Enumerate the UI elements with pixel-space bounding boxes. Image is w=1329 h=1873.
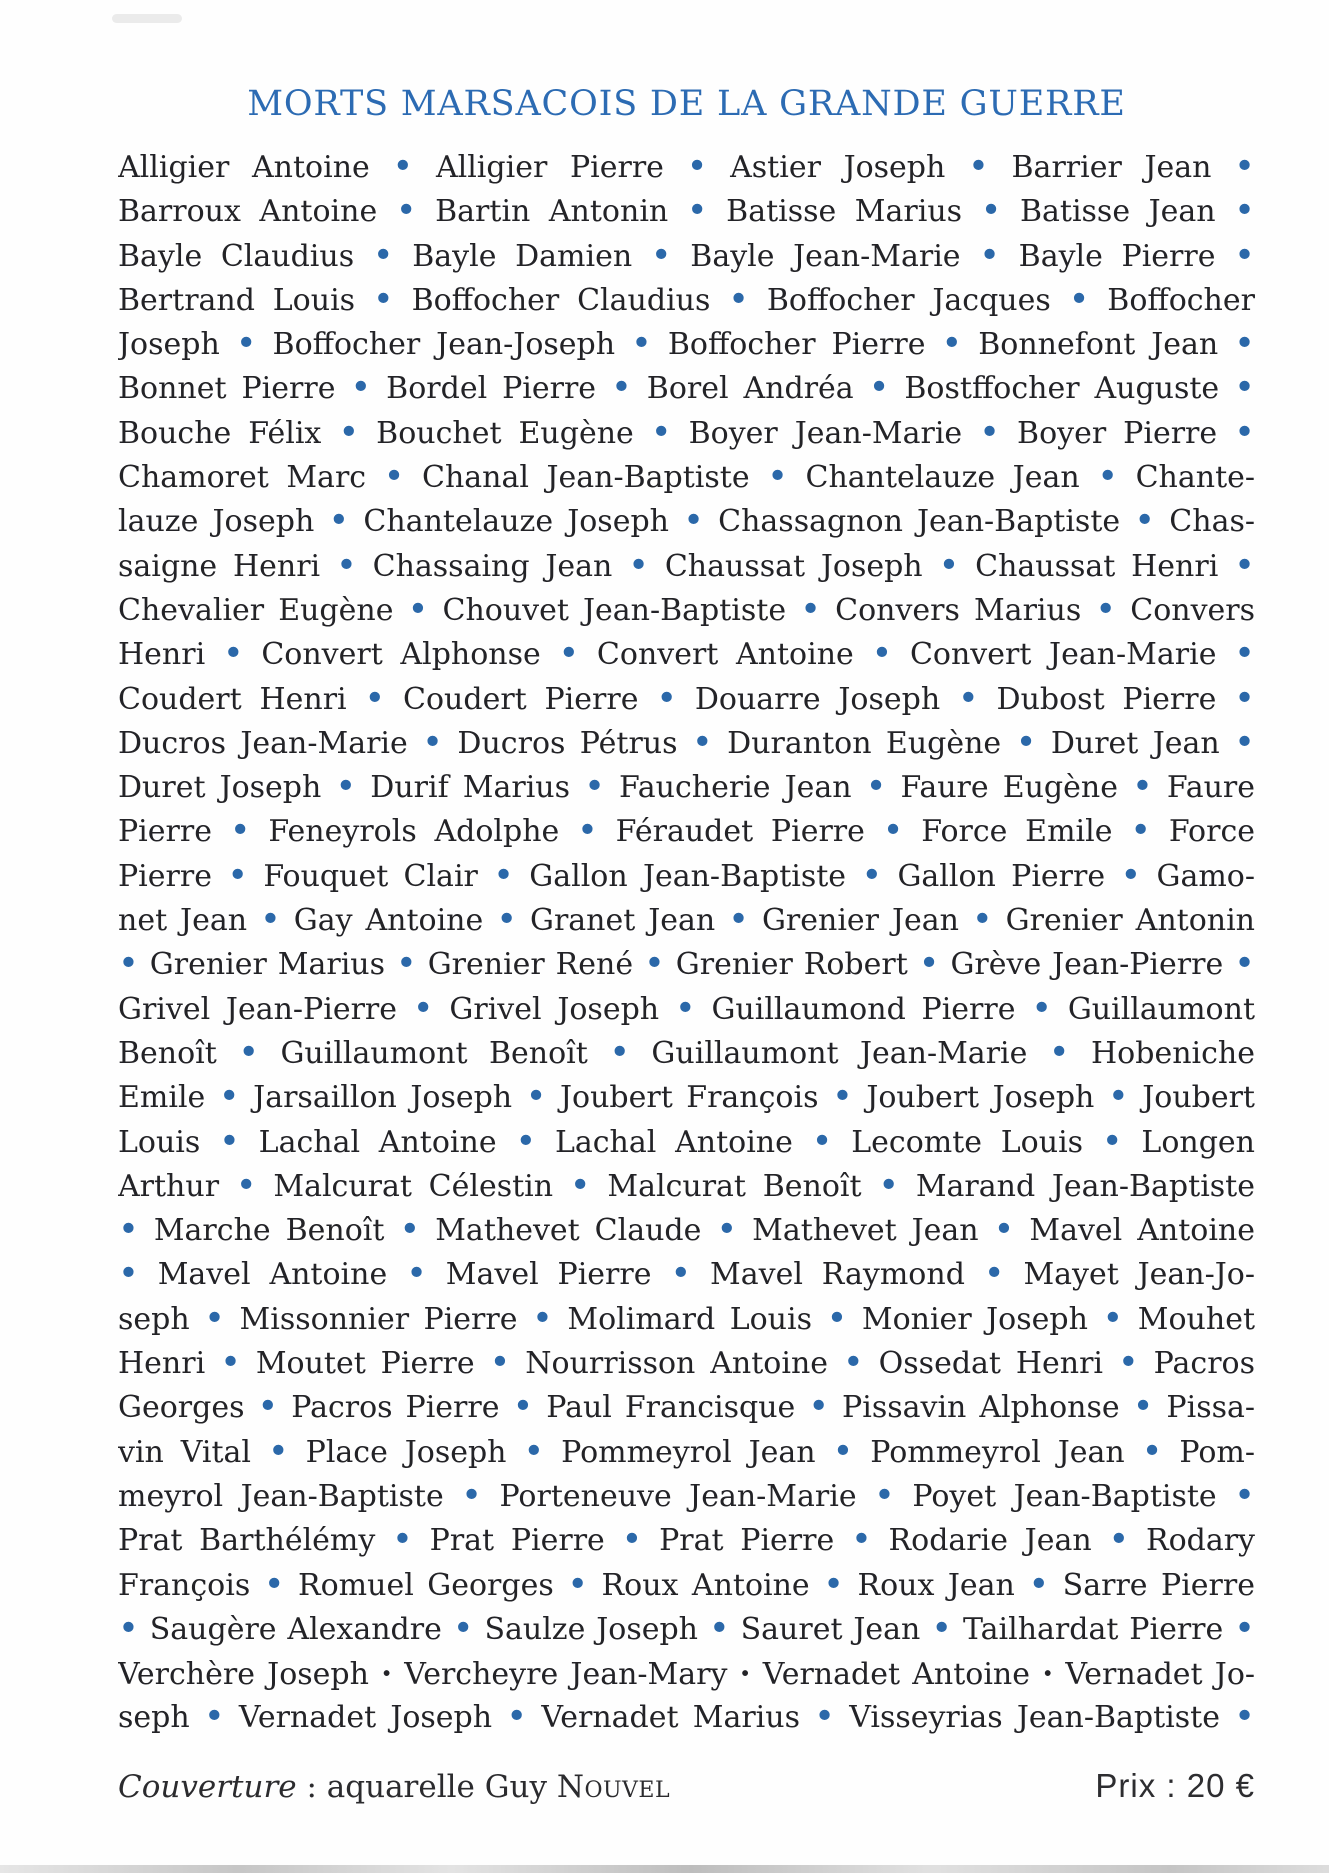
bullet-separator-icon: • bbox=[1234, 146, 1255, 188]
bullet-separator-icon: • bbox=[567, 1563, 589, 1605]
names-line: Benoît • Guillaumont Benoît • Guillaumont Jean-Marie • Hobeniche bbox=[118, 1032, 1255, 1074]
bullet-separator-icon: • bbox=[610, 367, 632, 409]
bullet-separator-icon: • bbox=[980, 190, 1002, 232]
bullet-separator-icon: • bbox=[1234, 677, 1255, 719]
dot-separator-icon: · bbox=[739, 1655, 751, 1693]
names-line: Chevalier Eugène • Chouvet Jean-Baptiste • Convers Marius • Convers bbox=[118, 589, 1255, 631]
bullet-separator-icon: • bbox=[1132, 1386, 1154, 1428]
bullet-separator-icon: • bbox=[1048, 1032, 1070, 1074]
names-line: vin Vital • Place Joseph • Pommeyrol Jean • Pommeyrol Jean • Pom- bbox=[118, 1430, 1255, 1472]
bullet-separator-icon: • bbox=[1095, 589, 1117, 631]
names-line: Henri • Moutet Pierre • Nourrisson Antoine • Ossedat Henri • Pacros bbox=[118, 1342, 1255, 1384]
bullet-separator-icon: • bbox=[967, 146, 989, 188]
names-line: Louis • Lachal Antoine • Lachal Antoine • Lecomte Louis • Longen bbox=[118, 1120, 1255, 1162]
bullet-separator-icon: • bbox=[383, 456, 405, 498]
bullet-separator-icon: • bbox=[1120, 854, 1142, 896]
names-line: seph • Vernadet Joseph • Vernadet Marius • Visseyrias Jean-Baptiste • bbox=[118, 1696, 1255, 1738]
bullet-separator-icon: • bbox=[422, 722, 444, 764]
bullet-separator-icon: • bbox=[1234, 1696, 1255, 1738]
bullet-separator-icon: • bbox=[686, 146, 708, 188]
names-line: Bertrand Louis • Boffocher Claudius • Boffocher Jacques • Boffocher bbox=[118, 279, 1255, 321]
bullet-separator-icon: • bbox=[656, 677, 678, 719]
bullet-separator-icon: • bbox=[328, 500, 350, 542]
bullet-separator-icon: • bbox=[918, 943, 940, 985]
bullet-separator-icon: • bbox=[577, 810, 598, 852]
bullet-separator-icon: • bbox=[1134, 500, 1156, 542]
bullet-separator-icon: • bbox=[1234, 943, 1255, 985]
bullet-separator-icon: • bbox=[1234, 722, 1255, 764]
bullet-separator-icon: • bbox=[831, 1076, 853, 1118]
bullet-separator-icon: • bbox=[512, 1386, 534, 1428]
page-title: MORTS MARSACOIS DE LA GRANDE GUERRE bbox=[247, 84, 1126, 124]
bullet-separator-icon: • bbox=[238, 1032, 260, 1074]
bullet-separator-icon: • bbox=[222, 633, 244, 675]
bullet-separator-icon: • bbox=[931, 1608, 953, 1650]
bullet-separator-icon: • bbox=[979, 234, 1001, 276]
bullet-separator-icon: • bbox=[1234, 1475, 1255, 1517]
bullet-separator-icon: • bbox=[506, 1696, 528, 1738]
bullet-separator-icon: • bbox=[631, 323, 652, 365]
bullet-separator-icon: • bbox=[1068, 279, 1090, 321]
names-line: • Saugère Alexandre • Saulze Joseph • Sauret Jean • Tailhardat Pierre • bbox=[118, 1608, 1255, 1650]
bullet-separator-icon: • bbox=[203, 1696, 225, 1738]
bullet-separator-icon: • bbox=[826, 1297, 848, 1339]
names-line: Henri • Convert Alphonse • Convert Antoine • Convert Jean-Marie • bbox=[118, 633, 1255, 675]
bullet-separator-icon: • bbox=[515, 1120, 537, 1162]
bullet-separator-icon: • bbox=[118, 1253, 139, 1295]
bullet-separator-icon: • bbox=[392, 1519, 413, 1561]
bullet-separator-icon: • bbox=[229, 810, 251, 852]
bullet-separator-icon: • bbox=[691, 722, 713, 764]
bullet-separator-icon: • bbox=[878, 1165, 900, 1207]
bullet-separator-icon: • bbox=[1234, 412, 1255, 454]
bullet-separator-icon: • bbox=[941, 323, 963, 365]
bullet-separator-icon: • bbox=[338, 412, 360, 454]
bullet-separator-icon: • bbox=[644, 943, 665, 985]
bullet-separator-icon: • bbox=[1141, 1430, 1163, 1472]
bullet-separator-icon: • bbox=[1234, 367, 1255, 409]
cover-credit bbox=[118, 1765, 670, 1809]
bullet-separator-icon: • bbox=[372, 279, 394, 321]
bullet-separator-icon: • bbox=[979, 412, 1001, 454]
names-line: meyrol Jean-Baptiste • Porteneuve Jean-Marie • Poyet Jean-Baptiste • bbox=[118, 1475, 1255, 1517]
bullet-separator-icon: • bbox=[1234, 190, 1255, 232]
bullet-separator-icon: • bbox=[1097, 456, 1119, 498]
bullet-separator-icon: • bbox=[532, 1297, 553, 1339]
bullet-separator-icon: • bbox=[871, 633, 893, 675]
bullet-separator-icon: • bbox=[850, 1519, 872, 1561]
bullet-separator-icon: • bbox=[628, 544, 650, 586]
bullet-separator-icon: • bbox=[811, 1120, 833, 1162]
bullet-separator-icon: • bbox=[257, 1386, 279, 1428]
bullet-separator-icon: • bbox=[267, 1430, 289, 1472]
bullet-separator-icon: • bbox=[218, 1076, 240, 1118]
bullet-separator-icon: • bbox=[1234, 323, 1255, 365]
bullet-separator-icon: • bbox=[708, 1608, 730, 1650]
names-line: seph • Missonnier Pierre • Molimard Louis • Monier Joseph • Mouhet bbox=[118, 1297, 1255, 1339]
bullet-separator-icon: • bbox=[227, 854, 249, 896]
names-line: Bonnet Pierre • Bordel Pierre • Borel Andréa • Bostffocher Auguste • bbox=[118, 367, 1255, 409]
bullet-separator-icon: • bbox=[868, 367, 890, 409]
bullet-separator-icon: • bbox=[118, 1209, 139, 1251]
bullet-separator-icon: • bbox=[874, 1475, 895, 1517]
names-line: Verchère Joseph · Vercheyre Jean-Mary · Vernadet Antoine · Vernadet Jo- bbox=[118, 1655, 1255, 1693]
names-line: Ducros Jean-Marie • Ducros Pétrus • Duranton Eugène • Duret Jean • bbox=[118, 722, 1255, 764]
cover-credit-text: : aquarelle Guy bbox=[296, 1769, 557, 1805]
bullet-separator-icon: • bbox=[861, 854, 883, 896]
names-line: net Jean • Gay Antoine • Granet Jean • Grenier Jean • Grenier Antonin bbox=[118, 899, 1255, 941]
bullet-separator-icon: • bbox=[609, 1032, 631, 1074]
bullet-separator-icon: • bbox=[686, 190, 708, 232]
names-line: Coudert Henri • Coudert Pierre • Douarre Joseph • Dubost Pierre • bbox=[118, 677, 1255, 719]
bullet-separator-icon: • bbox=[814, 1696, 836, 1738]
bullet-separator-icon: • bbox=[525, 1076, 547, 1118]
bullet-separator-icon: • bbox=[372, 234, 394, 276]
names-line: Georges • Pacros Pierre • Paul Francisque • Pissavin Alphonse • Pissa- bbox=[118, 1386, 1255, 1428]
cover-artist-name: Nouvel bbox=[556, 1769, 671, 1805]
bullet-separator-icon: • bbox=[407, 589, 429, 631]
bullet-separator-icon: • bbox=[650, 412, 672, 454]
bullet-separator-icon: • bbox=[220, 1342, 241, 1384]
bullet-separator-icon: • bbox=[392, 146, 414, 188]
bullet-separator-icon: • bbox=[767, 456, 788, 498]
bullet-separator-icon: • bbox=[823, 1563, 845, 1605]
names-line: Arthur • Malcurat Célestin • Malcurat Benoît • Marand Jean-Baptiste bbox=[118, 1165, 1255, 1207]
bullet-separator-icon: • bbox=[204, 1297, 226, 1339]
names-line: Pierre • Fouquet Clair • Gallon Jean-Baptiste • Gallon Pierre • Gamo- bbox=[118, 854, 1255, 896]
bullet-separator-icon: • bbox=[235, 323, 257, 365]
bullet-separator-icon: • bbox=[683, 500, 704, 542]
bullet-separator-icon: • bbox=[1132, 766, 1153, 808]
bullet-separator-icon: • bbox=[584, 766, 605, 808]
names-line: lauze Joseph • Chantelauze Joseph • Chassagnon Jean-Baptiste • Chas- bbox=[118, 500, 1255, 542]
bullet-separator-icon: • bbox=[971, 899, 993, 941]
names-line: Joseph • Boffocher Jean-Joseph • Boffocher Pierre • Bonnefont Jean • bbox=[118, 323, 1255, 365]
bullet-separator-icon: • bbox=[993, 1209, 1015, 1251]
bullet-separator-icon: • bbox=[489, 1342, 511, 1384]
names-line: Duret Joseph • Durif Marius • Faucherie Jean • Faure Eugène • Faure bbox=[118, 766, 1255, 808]
bullet-separator-icon: • bbox=[493, 854, 515, 896]
bullet-separator-icon: • bbox=[882, 810, 904, 852]
bullet-separator-icon: • bbox=[496, 899, 518, 941]
names-line: • Grenier Marius • Grenier René • Grenier Robert • Grève Jean-Pierre • bbox=[118, 943, 1255, 985]
names-line: Prat Barthélémy • Prat Pierre • Prat Pierre • Rodarie Jean • Rodary bbox=[118, 1519, 1255, 1561]
bullet-separator-icon: • bbox=[621, 1519, 643, 1561]
bullet-separator-icon: • bbox=[461, 1475, 483, 1517]
names-line: Grivel Jean-Pierre • Grivel Joseph • Guillaumond Pierre • Guillaumont bbox=[118, 987, 1255, 1029]
bullet-separator-icon: • bbox=[399, 1209, 421, 1251]
bullet-separator-icon: • bbox=[1101, 1120, 1123, 1162]
bullet-separator-icon: • bbox=[865, 766, 887, 808]
bullet-separator-icon: • bbox=[728, 279, 750, 321]
cover-credit-label: Couverture bbox=[118, 1769, 297, 1805]
bullet-separator-icon: • bbox=[800, 589, 822, 631]
bullet-separator-icon: • bbox=[728, 899, 750, 941]
names-line: Bouche Félix • Bouchet Eugène • Boyer Jean-Marie • Boyer Pierre • bbox=[118, 412, 1255, 454]
bullet-separator-icon: • bbox=[938, 544, 960, 586]
bullet-separator-icon: • bbox=[335, 544, 357, 586]
bullet-separator-icon: • bbox=[118, 1608, 139, 1650]
bullet-separator-icon: • bbox=[832, 1430, 854, 1472]
bullet-separator-icon: • bbox=[259, 899, 281, 941]
names-list bbox=[118, 146, 1255, 1741]
bullet-separator-icon: • bbox=[219, 1120, 240, 1162]
names-line: Bayle Claudius • Bayle Damien • Bayle Jean-Marie • Bayle Pierre • bbox=[118, 234, 1255, 276]
bullet-separator-icon: • bbox=[452, 1608, 474, 1650]
bullet-separator-icon: • bbox=[1234, 1608, 1255, 1650]
names-line: • Marche Benoît • Mathevet Claude • Mathevet Jean • Mavel Antoine bbox=[118, 1209, 1255, 1251]
bullet-separator-icon: • bbox=[1234, 633, 1255, 675]
bullet-separator-icon: • bbox=[1117, 1342, 1139, 1384]
names-line: Emile • Jarsaillon Joseph • Joubert François • Joubert Joseph • Joubert bbox=[118, 1076, 1255, 1118]
bullet-separator-icon: • bbox=[395, 190, 417, 232]
bullet-separator-icon: • bbox=[1130, 810, 1152, 852]
names-line: Pierre • Feneyrols Adolphe • Féraudet Pierre • Force Emile • Force bbox=[118, 810, 1255, 852]
bullet-separator-icon: • bbox=[558, 633, 580, 675]
bullet-separator-icon: • bbox=[842, 1342, 864, 1384]
bullet-separator-icon: • bbox=[1015, 722, 1037, 764]
bullet-separator-icon: • bbox=[670, 1253, 692, 1295]
bullet-separator-icon: • bbox=[957, 677, 979, 719]
scan-artifact bbox=[112, 14, 182, 23]
bullet-separator-icon: • bbox=[1107, 1076, 1129, 1118]
names-line: François • Romuel Georges • Roux Antoine • Roux Jean • Sarre Pierre bbox=[118, 1563, 1255, 1605]
bullet-separator-icon: • bbox=[412, 987, 434, 1029]
dot-separator-icon: · bbox=[381, 1655, 393, 1693]
names-line: • Mavel Antoine • Mavel Pierre • Mavel Raymond • Mayet Jean-Jo- bbox=[118, 1253, 1255, 1295]
bullet-separator-icon: • bbox=[235, 1165, 257, 1207]
scan-edge-artifact bbox=[0, 1865, 1329, 1873]
bullet-separator-icon: • bbox=[395, 943, 417, 985]
names-line: Chamoret Marc • Chanal Jean-Baptiste • Chantelauze Jean • Chante- bbox=[118, 456, 1255, 498]
names-line: Alligier Antoine • Alligier Pierre • Astier Joseph • Barrier Jean • bbox=[118, 146, 1255, 188]
bullet-separator-icon: • bbox=[406, 1253, 427, 1295]
bullet-separator-icon: • bbox=[118, 943, 139, 985]
names-line: saigne Henri • Chassaing Jean • Chaussat Joseph • Chaussat Henri • bbox=[118, 544, 1255, 586]
bullet-separator-icon: • bbox=[808, 1386, 830, 1428]
bullet-separator-icon: • bbox=[650, 234, 672, 276]
bullet-separator-icon: • bbox=[1031, 987, 1053, 1029]
bullet-separator-icon: • bbox=[674, 987, 696, 1029]
bullet-separator-icon: • bbox=[523, 1430, 545, 1472]
bullet-separator-icon: • bbox=[1102, 1297, 1124, 1339]
bullet-separator-icon: • bbox=[716, 1209, 738, 1251]
bullet-separator-icon: • bbox=[1108, 1519, 1130, 1561]
bullet-separator-icon: • bbox=[350, 367, 372, 409]
bullet-separator-icon: • bbox=[1234, 544, 1255, 586]
bullet-separator-icon: • bbox=[335, 766, 357, 808]
bullet-separator-icon: • bbox=[569, 1165, 591, 1207]
bullet-separator-icon: • bbox=[1028, 1563, 1050, 1605]
dot-separator-icon: · bbox=[1042, 1655, 1054, 1693]
names-line: Barroux Antoine • Bartin Antonin • Batisse Marius • Batisse Jean • bbox=[118, 190, 1255, 232]
bullet-separator-icon: • bbox=[364, 677, 386, 719]
footer bbox=[118, 1764, 1255, 1809]
bullet-separator-icon: • bbox=[263, 1563, 285, 1605]
bullet-separator-icon: • bbox=[983, 1253, 1005, 1295]
price-label: Prix : 20 € bbox=[1095, 1767, 1255, 1804]
bullet-separator-icon: • bbox=[1234, 234, 1255, 276]
